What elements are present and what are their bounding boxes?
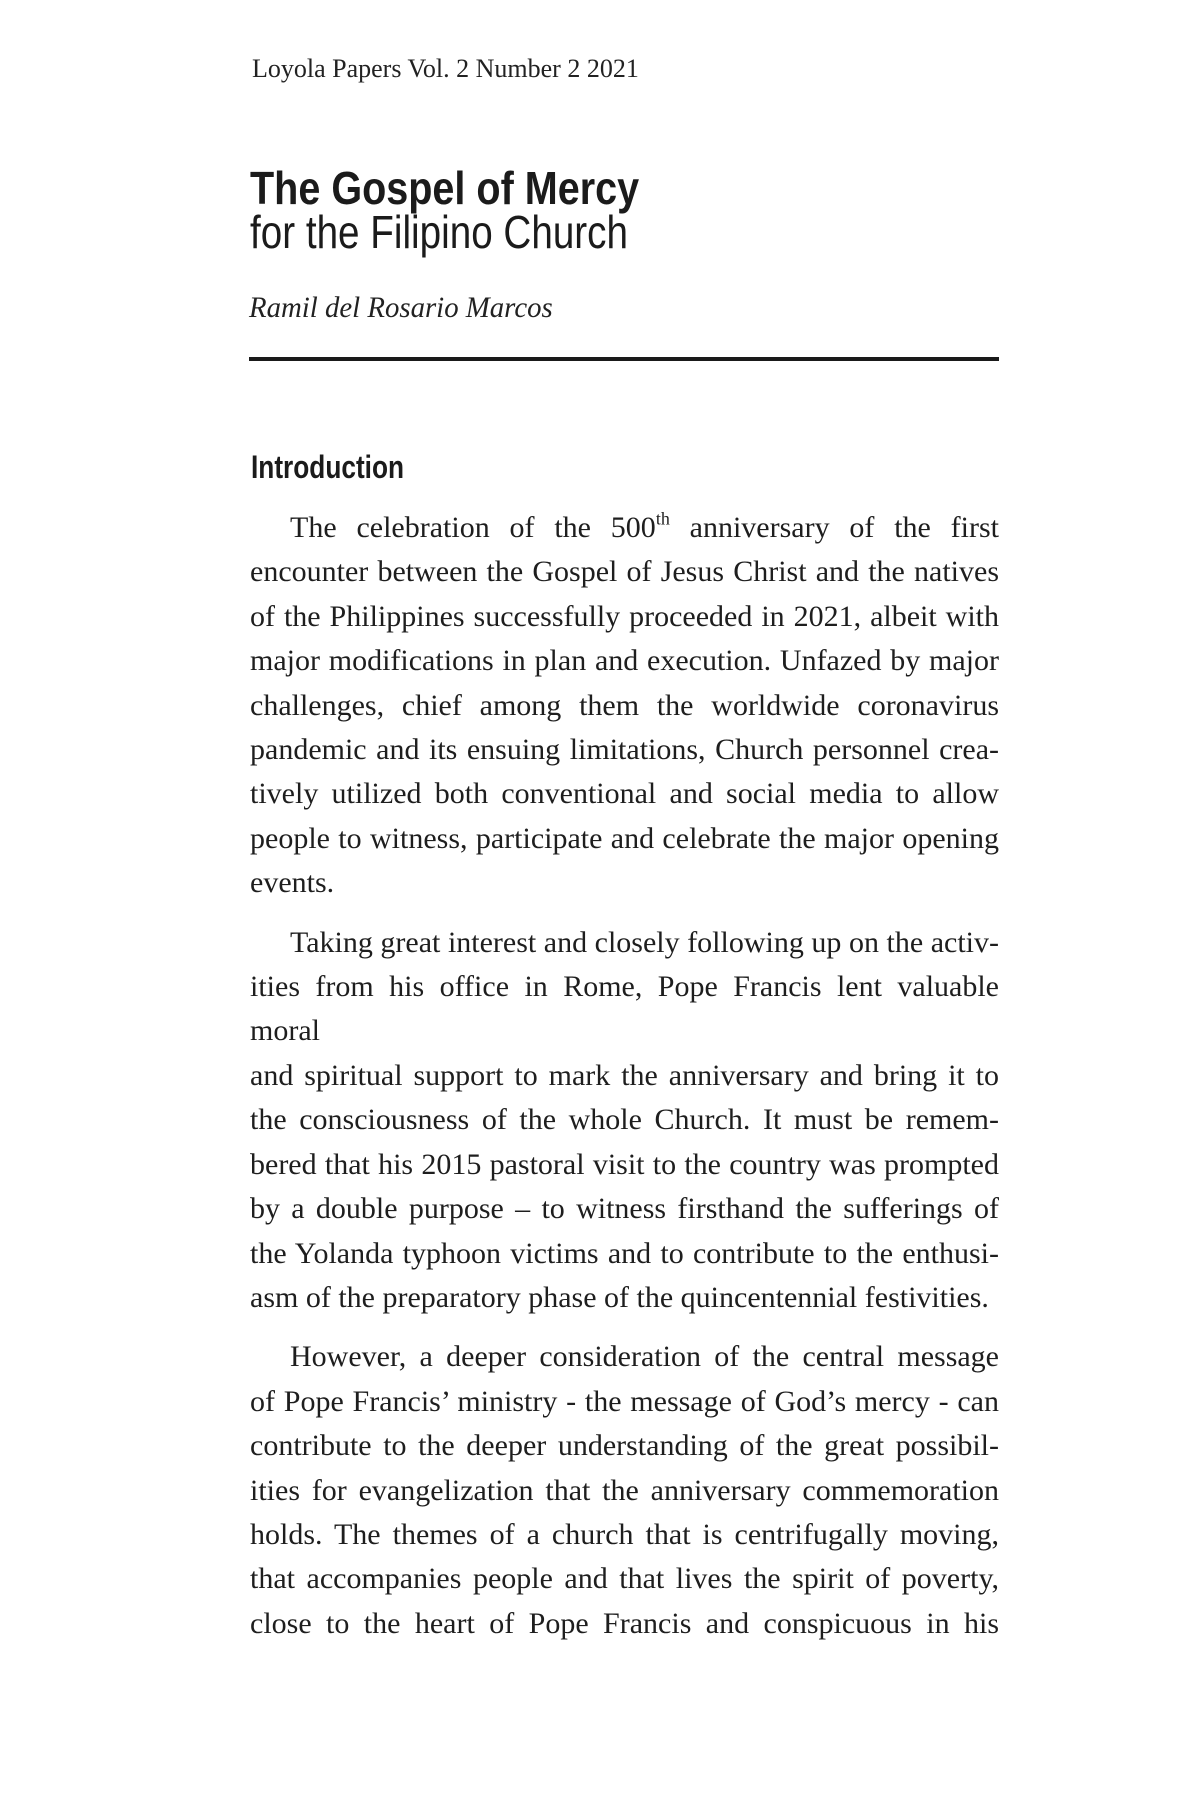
text-line: bered that his 2015 pastoral visit to the country was prompted [250, 1147, 999, 1181]
text-line: tively utilized both conventional and social media to allow [250, 777, 999, 811]
text-line: The celebration of the 500th anniversary of the first [290, 508, 999, 544]
paragraph [250, 1335, 999, 1646]
text-line: by a double purpose – to witness firsthand the sufferings of [250, 1192, 999, 1226]
text-line: However, a deeper consideration of the central message [290, 1340, 999, 1374]
text-line: asm of the preparatory phase of the quincentennial festivities. [250, 1280, 989, 1314]
article-author: Ramil del Rosario Marcos [249, 291, 553, 324]
article-title: The Gospel of Mercy [250, 162, 640, 214]
text-line: pandemic and its ensuing limitations, Church personnel crea- [250, 733, 999, 767]
paragraph [250, 506, 999, 906]
running-head: Loyola Papers Vol. 2 Number 2 2021 [252, 54, 639, 83]
ordinal-superscript: th [655, 508, 670, 529]
text-line: the Yolanda typhoon victims and to contribute to the enthusi- [250, 1236, 999, 1270]
body-text [250, 506, 999, 1661]
text-line: people to witness, participate and celebrate the major opening [250, 821, 999, 855]
text-line: close to the heart of Pope Francis and conspicuous in his [250, 1606, 999, 1640]
text-line: ities from his office in Rome, Pope Francis lent valuable moral [250, 970, 999, 1048]
text-line: challenges, chief among them the worldwide coronavirus [250, 688, 999, 722]
text-line: and spiritual support to mark the anniversary and bring it to [250, 1058, 999, 1092]
text-line: holds. The themes of a church that is centrifugally moving, [250, 1517, 999, 1551]
text-line: of Pope Francis’ ministry - the message of God’s mercy - can [250, 1384, 999, 1418]
section-heading: Introduction [251, 449, 405, 485]
text-line: the consciousness of the whole Church. It must be remem- [250, 1103, 999, 1137]
text-line: contribute to the deeper understanding of the great possibil- [250, 1429, 999, 1463]
text-line: of the Philippines successfully proceeded in 2021, albeit with [250, 599, 999, 633]
text-line: ities for evangelization that the anniversary commemoration [250, 1473, 999, 1507]
text-line: events. [250, 866, 335, 900]
text-line: encounter between the Gospel of Jesus Christ and the natives [250, 555, 999, 589]
text-line: that accompanies people and that lives the spirit of poverty, [250, 1562, 999, 1596]
article-subtitle: for the Filipino Church [250, 206, 628, 258]
text-line: major modifications in plan and execution. Unfazed by major [250, 644, 999, 678]
text-line: Taking great interest and closely following up on the activ- [290, 925, 999, 959]
paragraph [250, 921, 999, 1321]
title-divider-rule [249, 357, 999, 361]
